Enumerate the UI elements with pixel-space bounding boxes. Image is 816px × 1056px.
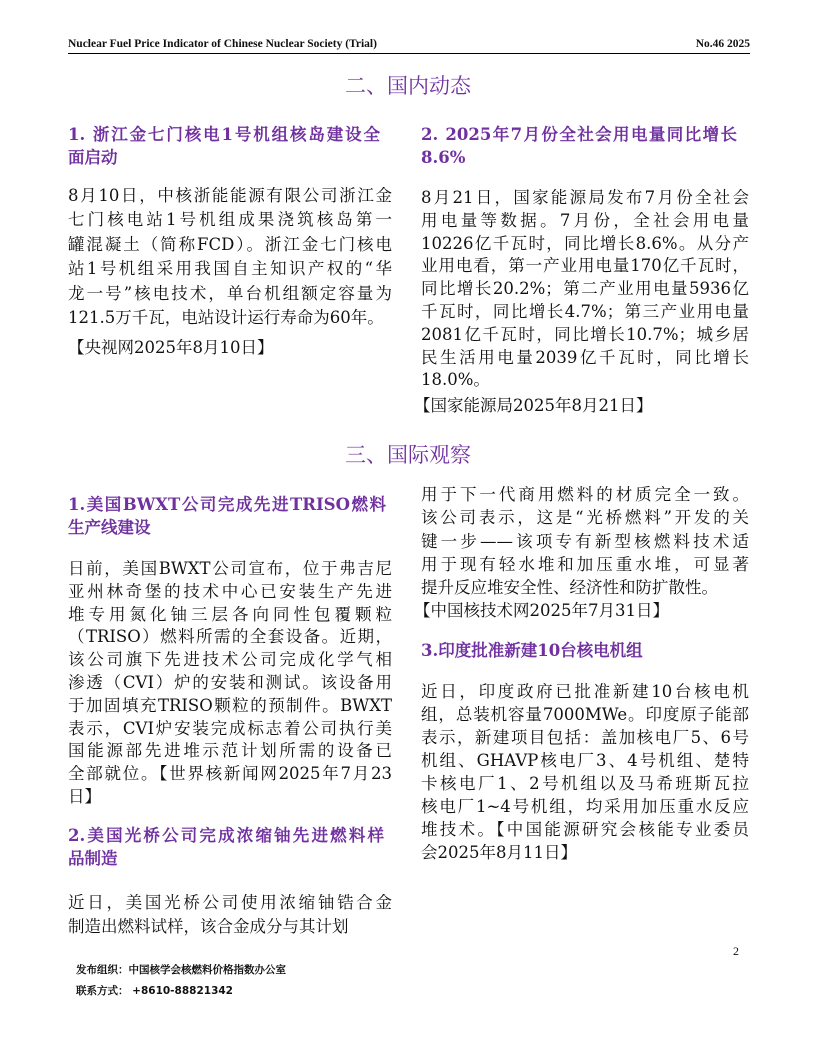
article-body-india xyxy=(421,680,749,864)
text-line: 8月10日，中核浙能能源有限公司浙江金 xyxy=(68,186,392,205)
text-line: 近日，印度政府已批准新建10台核电机 xyxy=(421,682,749,701)
header-divider xyxy=(68,53,750,54)
text-line: 日】 xyxy=(68,786,101,806)
text-line: 站1号机组采用我国自主知识产权的“华 xyxy=(68,259,392,279)
article-title-india xyxy=(421,639,749,662)
footer-contact: 联系方式： +8610-88821342 xyxy=(76,985,233,997)
text-line: 民生活用电量2039亿千瓦时，同比增长 xyxy=(421,347,749,367)
text-line: 渗透（CVI）炉的安装和测试。该设备用 xyxy=(68,672,392,692)
article-title-jinqimen xyxy=(68,123,380,169)
text-line: 机组、GHAVP核电厂3、4号机组、楚特 xyxy=(421,751,749,770)
article-body-jinqimen xyxy=(68,184,392,330)
text-line: 全部就位。【世界核新闻网2025年7月23 xyxy=(68,764,392,784)
text-line: 【中国核技术网2025年7月31日】 xyxy=(414,601,669,620)
article-source-lightbridge xyxy=(414,599,744,623)
text-line: 该公司表示，这是“光桥燃料”开发的关 xyxy=(421,508,749,528)
text-line: 亚州林奇堡的技术中心已安装生产先进 xyxy=(68,581,392,601)
text-line: 罐混凝土（简称FCD）。浙江金七门核电 xyxy=(68,234,392,254)
article-title-bwxt xyxy=(68,493,386,539)
text-line: 10226亿千瓦时，同比增长8.6%。从分产 xyxy=(421,233,749,253)
text-line: 组，总装机容量7000MWe。印度原子能部 xyxy=(421,705,749,724)
text-line: 8月21日，国家能源局发布7月份全社会 xyxy=(421,188,749,207)
article-title-electricity xyxy=(421,123,737,169)
text-line: 表示，新建项目包括：盖加核电厂5、6号 xyxy=(421,728,749,747)
text-line: 日前，美国BWXT公司宣布，位于弗吉尼 xyxy=(68,559,392,578)
section-international-title: 三、国际观察 xyxy=(345,443,471,467)
article-body-lightbridge-continued xyxy=(421,483,749,599)
header-issue: No.46 2025 xyxy=(695,38,750,50)
article-body-lightbridge xyxy=(68,891,392,939)
text-line: 七门核电站1号机组成果浇筑核岛第一 xyxy=(68,210,392,230)
text-line: 2. 2025年7月份全社会用电量同比增长 xyxy=(421,125,737,144)
article-body-electricity xyxy=(421,187,749,392)
text-line: 品制造 xyxy=(68,849,118,868)
text-line: 用于下一代商用燃料的材质完全一致。 xyxy=(421,485,749,504)
text-line: 该公司旗下先进技术公司完成化学气相 xyxy=(68,650,392,670)
text-line: 2.美国光桥公司完成浓缩铀先进燃料样 xyxy=(68,826,384,845)
text-line: 生产线建设 xyxy=(68,518,151,537)
text-line: 面启动 xyxy=(68,148,118,167)
text-line: 龙一号”核电技术，单台机组额定容量为 xyxy=(68,283,392,303)
article-body-bwxt xyxy=(68,558,392,809)
text-line: 用电量等数据。7月份，全社会用电量 xyxy=(421,210,749,230)
text-line: 卡核电厂1、2号机组以及马希班斯瓦拉 xyxy=(421,774,749,793)
text-line: 键一步——该项专有新型核燃料技术适 xyxy=(421,531,749,551)
text-line: 18.0%。 xyxy=(421,370,490,390)
text-line: 3.印度批准新建10台核电机组 xyxy=(421,641,643,660)
text-line: 千瓦时，同比增长4.7%；第三产业用电量 xyxy=(421,301,749,321)
footer-organization: 发布组织：中国核学会核燃料价格指数办公室 xyxy=(76,964,286,976)
article-source-jinqimen xyxy=(68,336,392,360)
article-title-lightbridge xyxy=(68,824,384,870)
text-line: 8.6% xyxy=(421,148,466,167)
text-line: 1.美国BWXT公司完成先进TRISO燃料 xyxy=(68,495,386,514)
text-line: 1. 浙江金七门核电1号机组核岛建设全 xyxy=(68,125,380,144)
text-line: （TRISO）燃料所需的全套设备。近期， xyxy=(68,627,392,647)
text-line: 121.5万千瓦，电站设计运行寿命为60年。 xyxy=(68,308,384,328)
text-line: 【国家能源局2025年8月21日】 xyxy=(414,396,653,415)
text-line: 业用电看，第一产业用电量170亿千瓦时， xyxy=(421,256,749,276)
text-line: 国能源部先进堆示范计划所需的设备已 xyxy=(68,741,392,761)
text-line: 于加固填充TRISO颗粒的预制件。BWXT xyxy=(68,695,392,715)
text-line: 堆专用氮化铀三层各向同性包覆颗粒 xyxy=(68,604,392,624)
text-line: 核电厂1~4号机组，均采用加压重水反应 xyxy=(421,797,749,816)
text-line: 表示，CVI炉安装完成标志着公司执行美 xyxy=(68,718,392,738)
text-line: 会2025年8月11日】 xyxy=(421,843,577,862)
text-line: 堆技术。【中国能源研究会核能专业委员 xyxy=(421,820,749,839)
text-line: 【央视网2025年8月10日】 xyxy=(68,338,274,357)
article-source-electricity xyxy=(414,394,744,418)
header-title: Nuclear Fuel Price Indicator of Chinese Nuclear Society (Trial) xyxy=(68,38,377,50)
text-line: 制造出燃料试样，该合金成分与其计划 xyxy=(68,917,349,936)
text-line: 近日，美国光桥公司使用浓缩铀锆合金 xyxy=(68,893,392,912)
text-line: 2081亿千瓦时，同比增长10.7%；城乡居 xyxy=(421,324,749,344)
section-domestic-title: 二、国内动态 xyxy=(345,74,471,98)
page-number: 2 xyxy=(733,944,739,958)
text-line: 提升反应堆安全性、经济性和防扩散性。 xyxy=(421,578,718,598)
text-line: 同比增长20.2%；第二产业用电量5936亿 xyxy=(421,279,749,299)
text-line: 用于现有轻水堆和加压重水堆，可显著 xyxy=(421,554,749,574)
